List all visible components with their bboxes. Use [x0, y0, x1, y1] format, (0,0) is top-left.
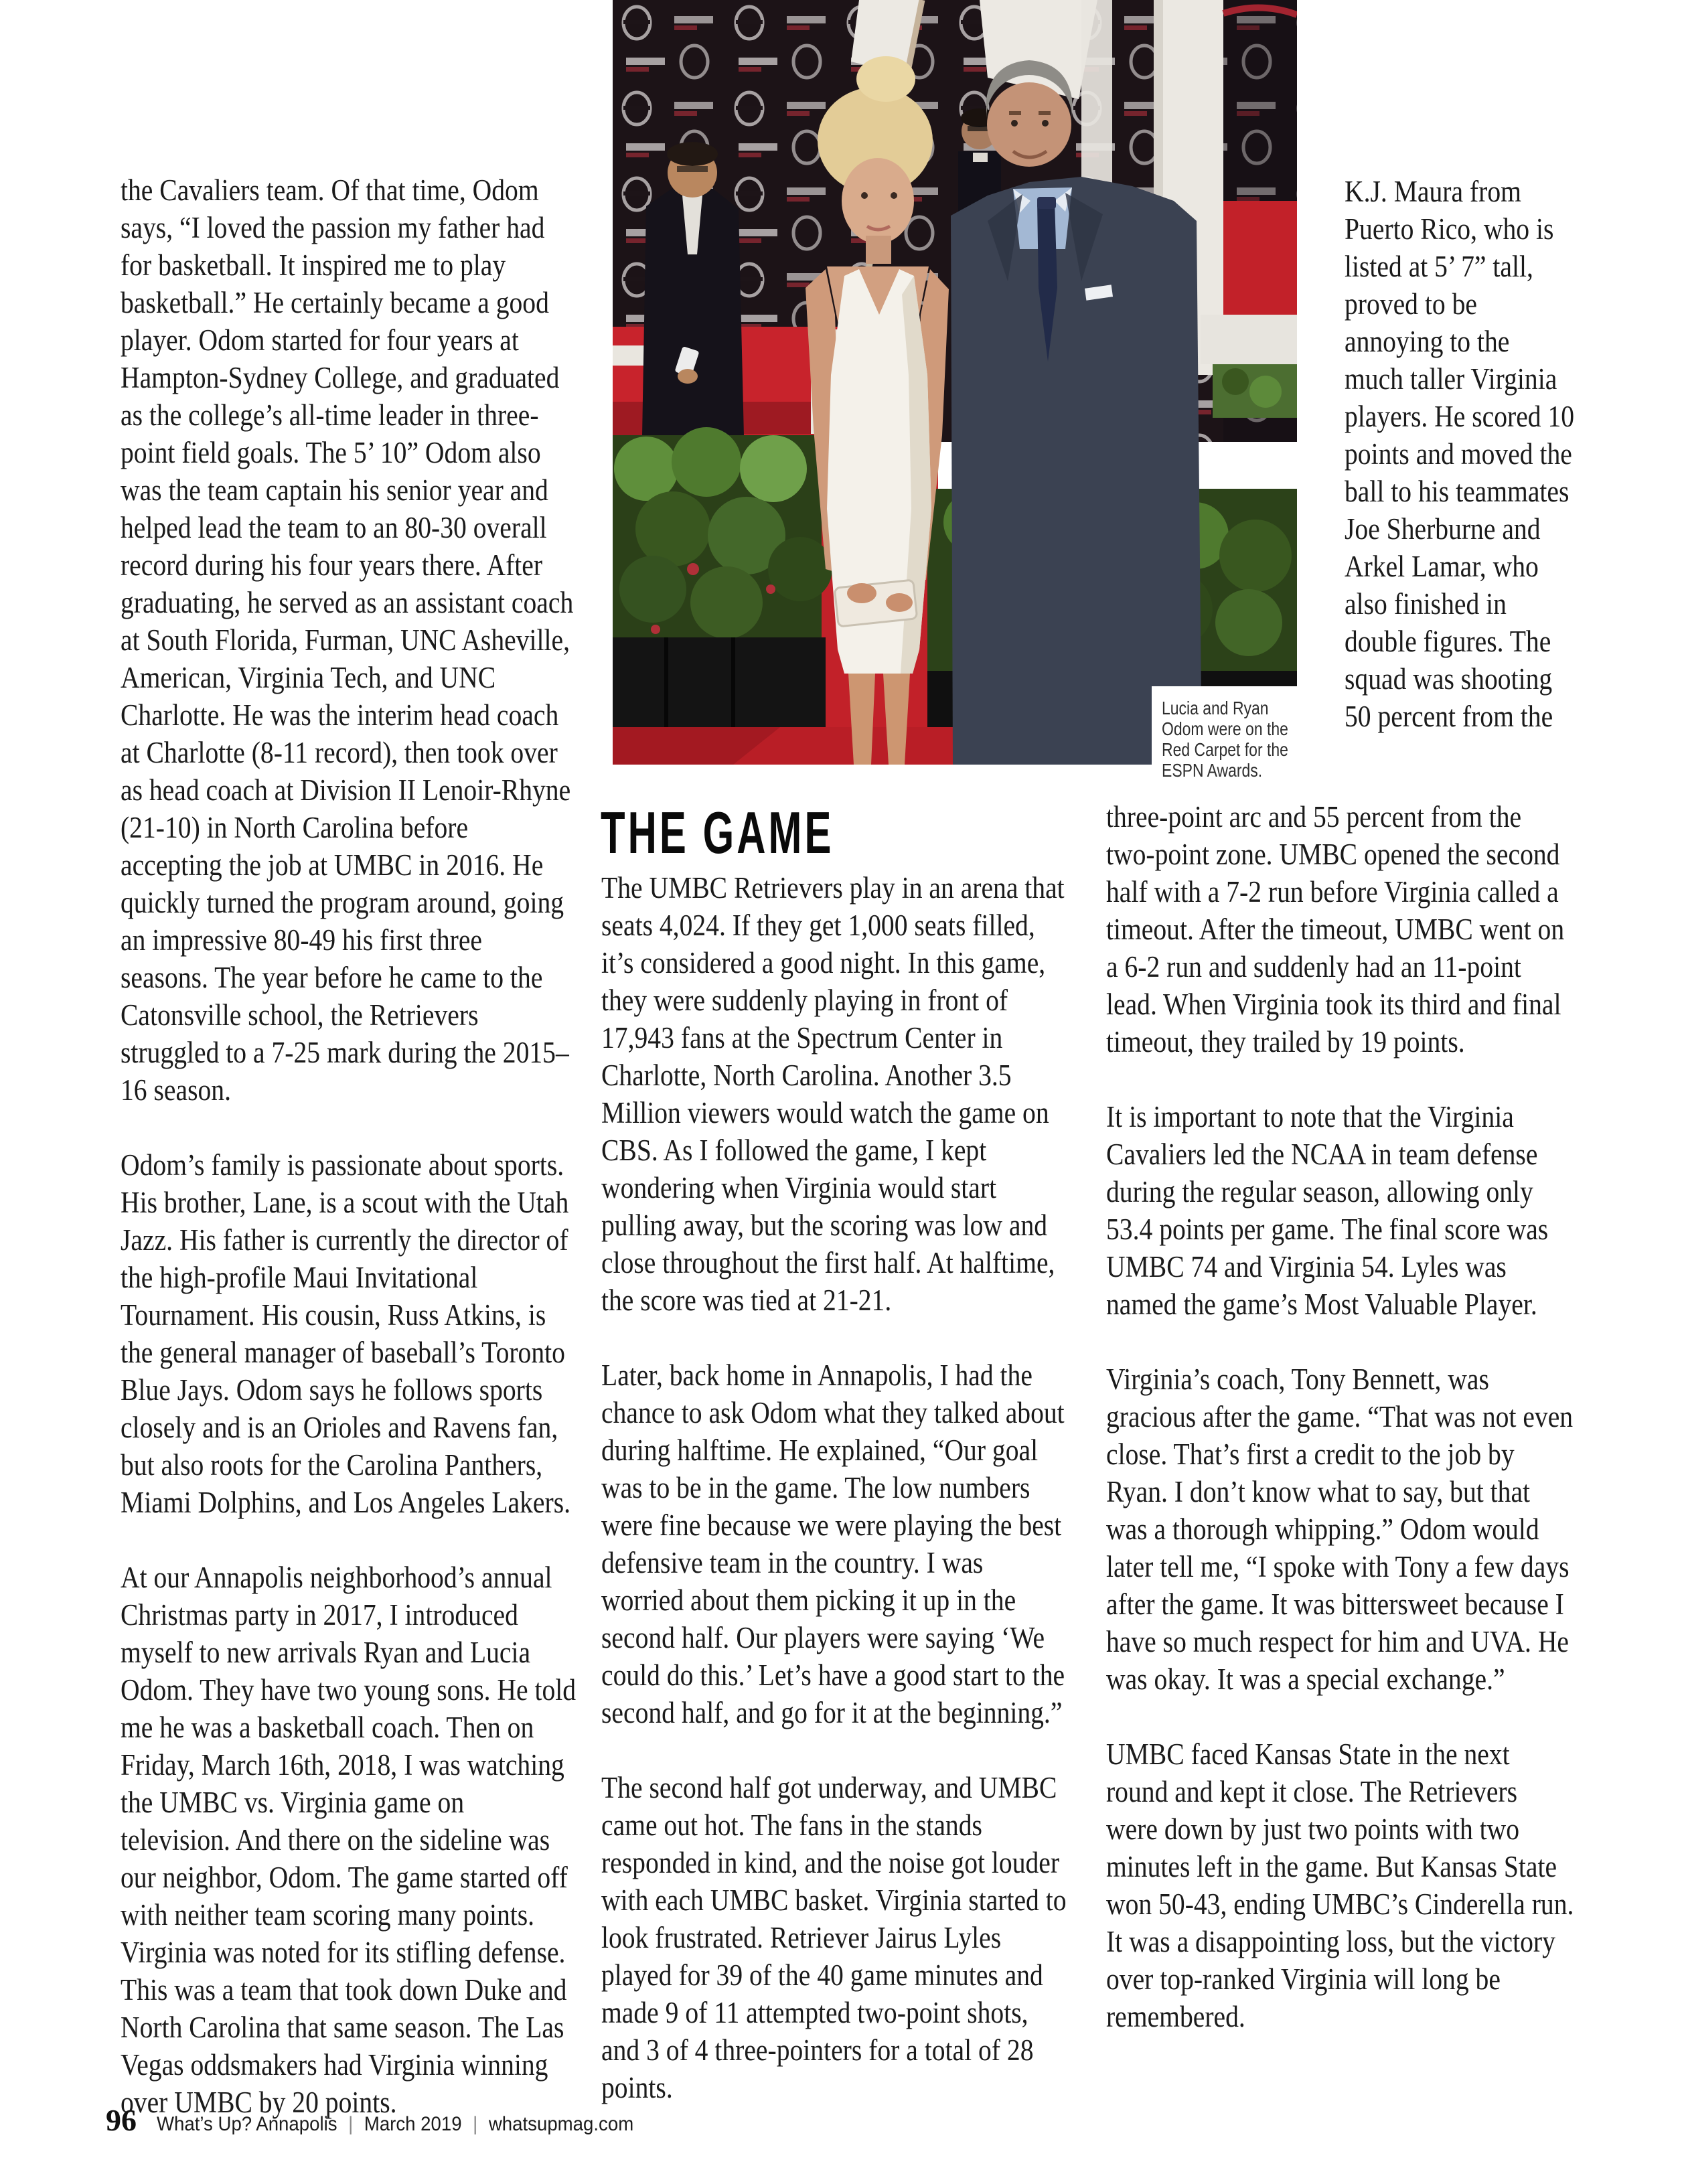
- hedge-flower: [687, 563, 699, 575]
- body-paragraph: the Cavaliers team. Of that time, Odom says, “I loved the passion my father had for basketball. It inspired me to play basketball.” He certainly became a good player. Odom started for four years at Hampton-Sydney College, and graduated as the college’s all-time leader in three-point field goals. The 5’ 10” Odom also was the team captain his senior year and helped lead the team to an 80-30 overall record during his four years there. After graduating, he served as an assistant coach at South Florida, Furman, UNC Asheville, American, Virginia Tech, and UNC Charlotte. He was the interim head coach at Charlotte (8-11 record), then took over as head coach at Division II Lenoir-Rhyne (21-10) in North Carolina before accepting the job at UMBC in 2016. He quickly turned the program around, going an impressive 80-49 his first three seasons. The year before he came to the Catonsville school, the Retrievers struggled to a 7-25 mark during the 2015–16 season.: [121, 173, 574, 1107]
- navy-suit: [951, 177, 1202, 765]
- body-paragraph: It is important to note that the Virginia Cavaliers led the NCAA in team defense during the regular season, allowing only 53.4 points per game. The final score was UMBC 74 and Virginia 54. Lyles was named the game’s Most Valuable Player.: [1106, 1100, 1549, 1321]
- body-paragraph: K.J. Maura from Puerto Rico, who is listed at 5’ 7” tall, proved to be annoying to the much taller Virginia players. He scored 10 points and moved the ball to his teammates Joe Sherburne and Arkel Lamar, who also finished in double figures. The squad was shooting 50 percent from the: [1345, 175, 1575, 733]
- footer-separator: |: [348, 2113, 354, 2135]
- body-paragraph: UMBC faced Kansas State in the next round and kept it close. The Retrievers were down by just two points with two minutes left in the game. But Kansas State won 50-43, ending UMBC’s Cinderella run. It was a disappointing loss, but the victory over top-ranked Virginia will long be remembered.: [1106, 1737, 1574, 2033]
- hedge-flower: [651, 625, 660, 634]
- footer-issue-date: March 2019: [364, 2113, 462, 2135]
- photo-caption-text: Lucia and Ryan Odom were on the Red Carpet for the ESPN Awards.: [1162, 698, 1288, 781]
- body-paragraph: Odom’s family is passionate about sports. His brother, Lane, is a scout with the Utah Jazz. His father is currently the director of the high-profile Maui Invitational Tournament. His cousin, Russ Atkins, is the general manager of baseball’s Toronto Blue Jays. Odom says he follows sports closely and is an Orioles and Ravens fan, but also roots for the Carolina Panthers, Miami Dolphins, and Los Angeles Lakers.: [121, 1148, 571, 1519]
- section-heading: THE GAME: [601, 799, 834, 866]
- footer-magazine-name: What’s Up? Annapolis: [157, 2113, 337, 2135]
- ryan-face: [987, 82, 1071, 167]
- left-column: [121, 171, 576, 2121]
- page-footer: [106, 2102, 675, 2138]
- body-paragraph: Virginia’s coach, Tony Bennett, was gracious after the game. “That was not even close. That’s first a credit to the job by Ryan. I don’t know what to say, but that was a thorough whipping.” Odom would later tell me, “I spoke with Tony a few days after the game. It was bittersweet because I have so much respect for him and UVA. He was okay. It was a special exchange.”: [1106, 1362, 1574, 1696]
- red-carpet-photo: [613, 0, 1297, 765]
- footer-items: [157, 2113, 633, 2136]
- hedge-flower: [766, 584, 775, 594]
- middle-column: [601, 869, 1071, 2106]
- footer-separator: |: [473, 2113, 478, 2135]
- red-carpet-photo-art: [613, 0, 1297, 765]
- body-paragraph: The UMBC Retrievers play in an arena that seats 4,024. If they get 1,000 seats filled, it’s considered a good night. In this game, they were suddenly playing in front of 17,943 fans at the Spectrum Center in Charlotte, North Carolina. Another 3.5 Million viewers would watch the game on CBS. As I followed the game, I kept wondering when Virginia would start pulling away, but the scoring was low and close throughout the first half. At halftime, the score was tied at 21-21.: [601, 871, 1065, 1317]
- right-column-wide: [1106, 798, 1575, 2035]
- body-paragraph: At our Annapolis neighborhood’s annual Christmas party in 2017, I introduced myself to new arrivals Ryan and Lucia Odom. They have two young sons. He told me he was a basketball coach. Then on Friday, March 16th, 2018, I was watching the UMBC vs. Virginia game on television. And there on the sideline was our neighbor, Odom. The game started off with neither team scoring many points. Virginia was noted for its stifling defense. This was a team that took down Duke and North Carolina that same season. The Las Vegas oddsmakers had Virginia winning over UMBC by 20 points.: [121, 1561, 577, 2119]
- body-paragraph: Later, back home in Annapolis, I had the chance to ask Odom what they talked about during halftime. He explained, “Our goal was to be in the game. The low numbers were fine because we were playing the best defensive team in the country. I was worried about them picking it up in the second half. Our players were saying ‘We could do this.’ Let’s have a good start to the second half, and go for it at the beginning.”: [601, 1358, 1065, 1729]
- body-paragraph: The second half got underway, and UMBC came out hot. The fans in the stands responded in kind, and the noise got louder with each UMBC basket. Virginia started to look frustrated. Retriever Jairus Lyles played for 39 of the 40 game minutes and made 9 of 11 attempted two-point shots, and 3 of 4 three-pointers for a total of 28 points.: [601, 1771, 1067, 2104]
- page-number: 96: [106, 2103, 137, 2137]
- body-paragraph: three-point arc and 55 percent from the two-point zone. UMBC opened the second half with a 7-2 run before Virginia called a timeout. After the timeout, UMBC went on a 6-2 run and suddenly had an 11-point lead. When Virginia took its third and final timeout, they trailed by 19 points.: [1106, 800, 1565, 1059]
- photo-caption: [1152, 686, 1297, 781]
- footer-website: whatsupmag.com: [488, 2113, 634, 2135]
- glasses-icon: [677, 166, 708, 172]
- right-column-narrow: [1345, 173, 1575, 735]
